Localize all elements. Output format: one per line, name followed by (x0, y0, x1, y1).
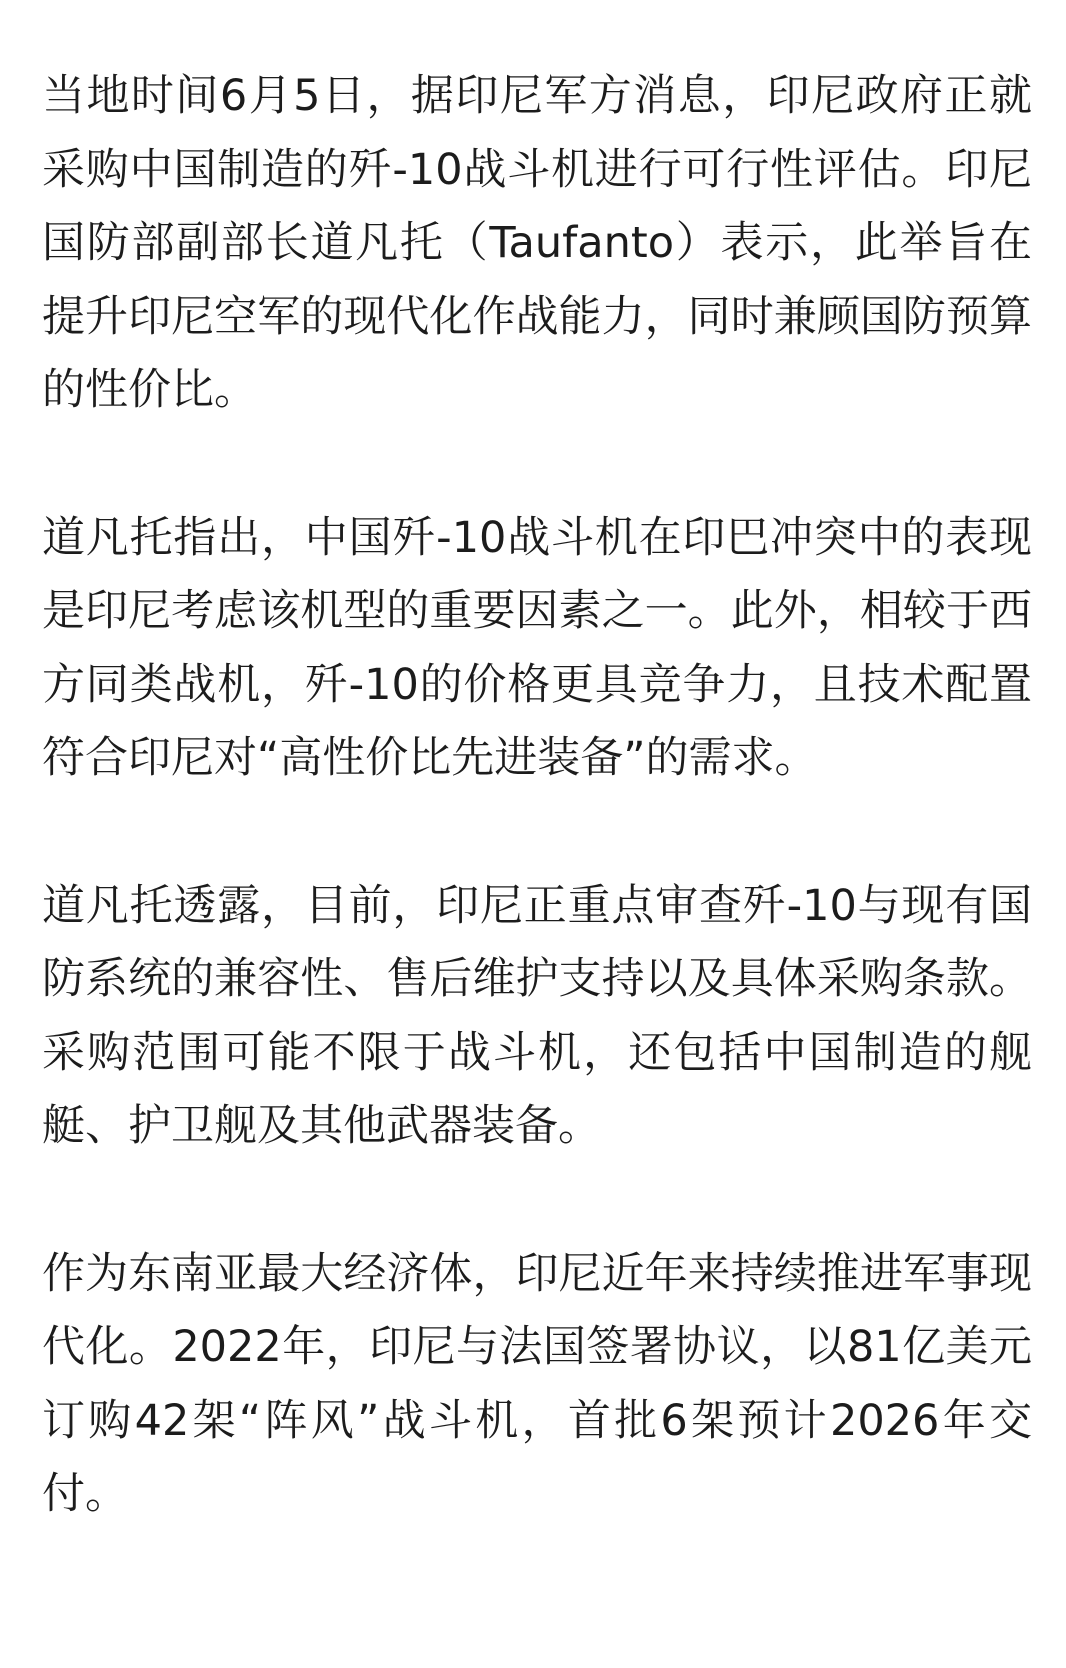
paragraph-1: 当地时间6月5日，据印尼军方消息，印尼政府正就采购中国制造的歼-10战斗机进行可行性评估。印尼国防部副部长道凡托（Taufanto）表示，此举旨在提升印尼空军的现代化作战能力，同时兼顾国防预算的性价比。 (42, 71, 1032, 415)
paragraph-2: 道凡托指出，中国歼-10战斗机在印巴冲突中的表现是印尼考虑该机型的重要因素之一。此外，相较于西方同类战机，歼-10的价格更具竞争力，且技术配置符合印尼对“高性价比先进装备”的需求。 (42, 512, 1032, 783)
article-body (42, 60, 1032, 1532)
paragraph-4: 作为东南亚最大经济体，印尼近年来持续推进军事现代化。2022年，印尼与法国签署协议，以81亿美元订购42架“阵风”战斗机，首批6架预计2026年交付。 (42, 1248, 1032, 1519)
paragraph-3: 道凡托透露，目前，印尼正重点审查歼-10与现有国防系统的兼容性、售后维护支持以及具体采购条款。采购范围可能不限于战斗机，还包括中国制造的舰艇、护卫舰及其他武器装备。 (42, 880, 1032, 1151)
